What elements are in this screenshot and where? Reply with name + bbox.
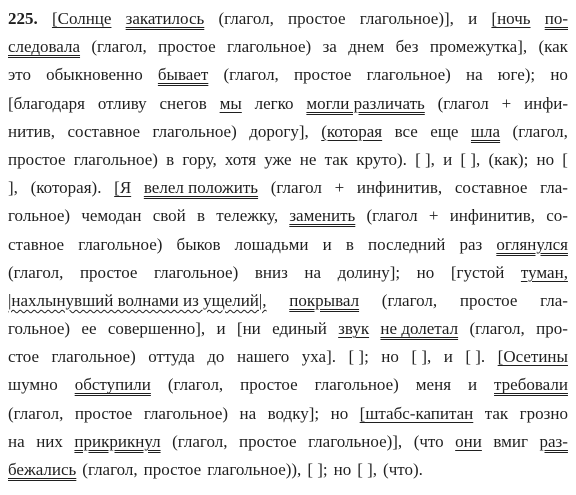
text-line [8, 33, 568, 61]
word: снегов [159, 93, 207, 113]
word: глагольное) [51, 347, 136, 367]
word: дорогу], [249, 121, 309, 141]
word: простое [8, 149, 66, 169]
word: и [468, 9, 478, 28]
word: обыкновенно [46, 65, 143, 85]
word: и [467, 375, 478, 395]
word: свой [152, 206, 186, 226]
word: в [166, 149, 175, 169]
word: про- [536, 319, 568, 339]
word: (как); [488, 149, 529, 169]
word: промежутка], [429, 37, 528, 57]
word: составное [454, 178, 528, 198]
marked-sentence-part: заменить [289, 206, 356, 226]
word: них [36, 431, 63, 451]
word: так [324, 149, 349, 169]
word: гла- [540, 290, 568, 310]
text-line [8, 428, 568, 456]
word: глагольное) [143, 403, 229, 423]
word: нитив, [8, 121, 55, 141]
marked-sentence-part: они [455, 431, 482, 451]
text-line [8, 287, 568, 315]
word: легко [254, 93, 294, 113]
word: [ ], [415, 149, 435, 169]
word: простое [158, 37, 216, 57]
word: шумно [8, 375, 58, 395]
text-line [8, 61, 568, 89]
word: [ ], [460, 149, 481, 169]
word: гольное) [8, 206, 71, 226]
text-line [8, 343, 568, 371]
marked-sentence-part: могли различать [306, 93, 425, 113]
word: лошадьми [234, 234, 309, 254]
word: (глагол, [8, 262, 64, 282]
word: глагольное) [227, 37, 312, 57]
text-line [8, 90, 568, 118]
word: (глагол [366, 206, 418, 226]
word: за [322, 37, 337, 57]
word: грозно [519, 403, 568, 423]
word: чемодан [81, 206, 142, 226]
marked-sentence-part: [ночь [491, 9, 531, 28]
word: со- [546, 206, 568, 226]
word: (глагол [437, 93, 489, 113]
word: отливу [97, 93, 147, 113]
word: ], [8, 178, 18, 198]
word: днем [348, 37, 385, 57]
word: круто). [356, 149, 407, 169]
word: и [322, 234, 332, 254]
text-line [8, 174, 568, 202]
word: тележку, [216, 206, 279, 226]
word: но [330, 403, 349, 423]
marked-sentence-part: (которая [321, 121, 383, 141]
word: (что [413, 431, 444, 451]
word: глагольное) [152, 121, 237, 141]
word: быков [176, 234, 221, 254]
word: (глагол, [469, 319, 525, 339]
text-line [8, 146, 568, 174]
word: (глагол, [381, 290, 438, 310]
marked-sentence-part: закатилось [125, 9, 205, 28]
word: простое [74, 403, 133, 423]
word: (глагол, [512, 121, 568, 141]
word: глагольное)), [207, 460, 302, 479]
marked-sentence-part: [Осетины [497, 347, 568, 367]
word: вниз [254, 262, 288, 282]
word: глагольное) [154, 262, 239, 282]
word: вмиг [493, 431, 528, 451]
marked-sentence-part: прикрикнул [74, 431, 161, 451]
word: [благодаря [8, 93, 85, 113]
text-line [8, 371, 568, 399]
marked-sentence-part: [штабс-капитан [359, 403, 474, 423]
word: в [197, 206, 206, 226]
word: инфинитив, [356, 178, 443, 198]
word: ее [81, 319, 97, 339]
word: но [381, 347, 399, 367]
word: [ ]. [465, 347, 486, 367]
word: на [239, 403, 257, 423]
word: (что). [383, 460, 423, 479]
word: раз [459, 234, 483, 254]
word: не [299, 149, 317, 169]
word: единый [272, 319, 327, 339]
word: и [443, 347, 453, 367]
text-line [8, 315, 568, 343]
word: (глагол, [167, 375, 224, 395]
marked-sentence-part: покрывал [289, 290, 360, 310]
text-line [8, 202, 568, 230]
marked-sentence-part: |нахлынувший волнами из ущелий|, [8, 290, 267, 310]
word: гла- [540, 178, 568, 198]
word: глагольное) [78, 234, 163, 254]
word: глагольное)], [359, 9, 454, 28]
word: хотя [224, 149, 257, 169]
word: долину]; [337, 262, 401, 282]
word: [ни [236, 319, 261, 339]
text-line [8, 5, 568, 33]
word: простое [293, 65, 352, 85]
word: [ ], [411, 347, 432, 367]
marked-sentence-part: бежались [8, 460, 77, 479]
text-line [8, 400, 568, 428]
word: гору, [182, 149, 217, 169]
marked-sentence-part: раз- [539, 431, 568, 451]
word: [ ]; [348, 347, 369, 367]
word: на [8, 431, 25, 451]
word: простое [143, 460, 202, 479]
word: совершенно], [107, 319, 206, 339]
word: до [207, 347, 225, 367]
word: глагольное) [73, 149, 158, 169]
marked-sentence-part: [Я [114, 178, 132, 198]
marked-sentence-part: велел положить [143, 178, 259, 198]
word: но [416, 262, 435, 282]
marked-sentence-part: обступили [74, 375, 151, 395]
text-line [8, 231, 568, 259]
word: ставное [8, 234, 65, 254]
word: (глагол, [91, 37, 147, 57]
marked-sentence-part: по- [544, 9, 568, 28]
word: последний [368, 234, 446, 254]
word: без [395, 37, 419, 57]
word: (которая). [30, 178, 102, 198]
word: юге); [497, 65, 536, 85]
word: гольное) [8, 319, 71, 339]
word: это [8, 65, 32, 85]
marked-sentence-part: [Солнце [51, 9, 112, 28]
word: в [345, 234, 354, 254]
word: (глагол, [172, 431, 228, 451]
word: + [428, 206, 439, 226]
word: уха]. [301, 347, 336, 367]
word: оттуда [148, 347, 195, 367]
text-line [8, 118, 568, 146]
word: + [334, 178, 345, 198]
word: глагольное) [314, 375, 399, 395]
word: [ ]; [307, 460, 328, 479]
word: простое [79, 262, 138, 282]
marked-sentence-part: туман, [520, 262, 568, 282]
word: но [550, 65, 568, 85]
word: (глагол, [8, 403, 64, 423]
marked-sentence-part: бывает [157, 65, 209, 85]
word: так [484, 403, 509, 423]
word: [густой [450, 262, 505, 282]
word: простое [459, 290, 518, 310]
marked-sentence-part: требовали [494, 375, 568, 395]
marked-sentence-part: не долетал [380, 319, 459, 339]
word: инфинитив, [449, 206, 535, 226]
marked-sentence-part: следовала [8, 37, 81, 57]
marked-sentence-part: оглянулся [496, 234, 568, 254]
word: на [465, 65, 483, 85]
word: простое [239, 431, 297, 451]
word: стое [8, 347, 40, 367]
word: (глагол, [223, 65, 279, 85]
word: нашего [236, 347, 290, 367]
word: (глагол [270, 178, 322, 198]
word: все [394, 121, 418, 141]
word: на [304, 262, 322, 282]
word: и [443, 149, 453, 169]
word: глагольное)], [308, 431, 403, 451]
word: простое [288, 9, 346, 28]
word: меня [415, 375, 452, 395]
word: глагольное) [366, 65, 451, 85]
text-line [8, 456, 568, 484]
word: водку]; [267, 403, 320, 423]
text-line [8, 259, 568, 287]
marked-sentence-part: звук [338, 319, 370, 339]
exercise-number: 225. [8, 9, 38, 28]
word: составное [67, 121, 141, 141]
word: (глагол, [218, 9, 274, 28]
word: еще [430, 121, 459, 141]
word: [ ], [357, 460, 378, 479]
word: (глагол, [82, 460, 138, 479]
word: простое [240, 375, 298, 395]
marked-sentence-part: мы [219, 93, 242, 113]
word: и [216, 319, 226, 339]
word: но [536, 149, 555, 169]
word: (как [538, 37, 568, 57]
word: инфи- [524, 93, 568, 113]
word: [ [562, 149, 568, 169]
marked-sentence-part: шла [470, 121, 501, 141]
word: уже [264, 149, 292, 169]
word: + [501, 93, 512, 113]
word: но [333, 460, 352, 479]
